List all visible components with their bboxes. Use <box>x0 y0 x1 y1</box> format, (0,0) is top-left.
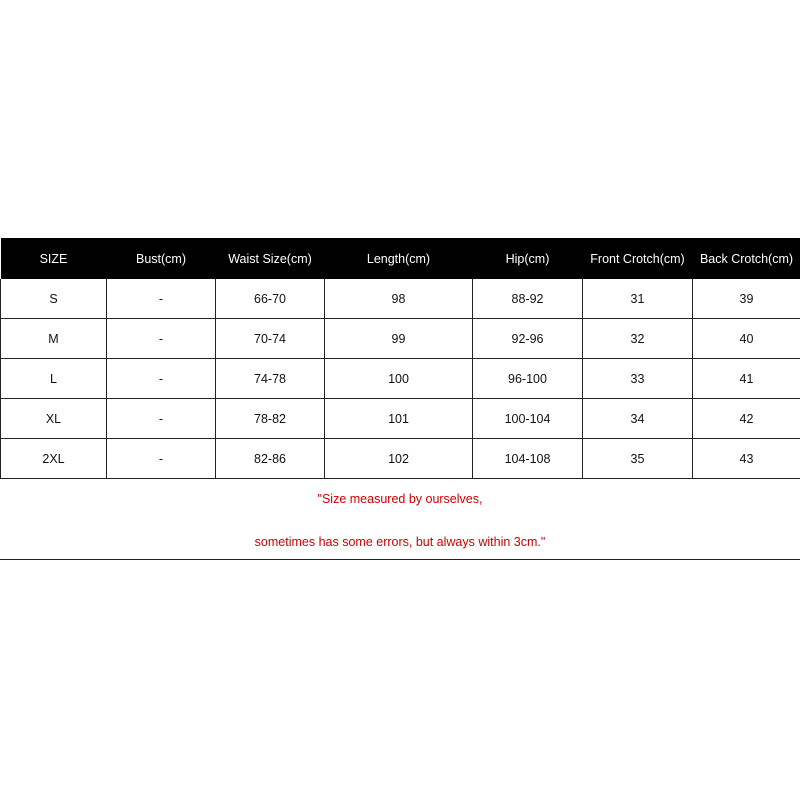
cell-waist: 82-86 <box>216 439 325 479</box>
table-row <box>1 279 800 319</box>
cell-hip: 100-104 <box>473 399 583 439</box>
cell-size: M <box>1 319 107 359</box>
cell-bust: - <box>107 279 216 319</box>
header-size: SIZE <box>1 238 107 279</box>
size-chart <box>0 238 800 560</box>
header-hip: Hip(cm) <box>473 238 583 279</box>
header-front-crotch: Front Crotch(cm) <box>583 238 693 279</box>
cell-waist: 66-70 <box>216 279 325 319</box>
note-line-2: sometimes has some errors, but always within 3cm." <box>254 535 546 549</box>
cell-back-crotch: 40 <box>693 319 800 359</box>
table-row <box>1 359 800 399</box>
cell-length: 98 <box>325 279 473 319</box>
cell-front-crotch: 33 <box>583 359 693 399</box>
cell-hip: 92-96 <box>473 319 583 359</box>
cell-length: 99 <box>325 319 473 359</box>
cell-hip: 88-92 <box>473 279 583 319</box>
cell-waist: 74-78 <box>216 359 325 399</box>
note-line-1: "Size measured by ourselves, <box>317 492 483 506</box>
cell-hip: 96-100 <box>473 359 583 399</box>
cell-size: 2XL <box>1 439 107 479</box>
cell-front-crotch: 32 <box>583 319 693 359</box>
cell-front-crotch: 35 <box>583 439 693 479</box>
cell-waist: 70-74 <box>216 319 325 359</box>
cell-bust: - <box>107 439 216 479</box>
cell-back-crotch: 39 <box>693 279 800 319</box>
table-header-row <box>1 238 800 279</box>
cell-bust: - <box>107 359 216 399</box>
cell-size: S <box>1 279 107 319</box>
cell-bust: - <box>107 399 216 439</box>
measurement-note <box>0 479 800 560</box>
cell-back-crotch: 42 <box>693 399 800 439</box>
cell-size: XL <box>1 399 107 439</box>
table-row <box>1 439 800 479</box>
cell-front-crotch: 31 <box>583 279 693 319</box>
cell-length: 100 <box>325 359 473 399</box>
table-row <box>1 399 800 439</box>
cell-waist: 78-82 <box>216 399 325 439</box>
cell-size: L <box>1 359 107 399</box>
header-length: Length(cm) <box>325 238 473 279</box>
cell-back-crotch: 41 <box>693 359 800 399</box>
header-waist: Waist Size(cm) <box>216 238 325 279</box>
cell-back-crotch: 43 <box>693 439 800 479</box>
table-row <box>1 319 800 359</box>
header-back-crotch: Back Crotch(cm) <box>693 238 800 279</box>
cell-hip: 104-108 <box>473 439 583 479</box>
header-bust: Bust(cm) <box>107 238 216 279</box>
cell-front-crotch: 34 <box>583 399 693 439</box>
size-table <box>0 238 800 479</box>
cell-length: 102 <box>325 439 473 479</box>
cell-bust: - <box>107 319 216 359</box>
cell-length: 101 <box>325 399 473 439</box>
